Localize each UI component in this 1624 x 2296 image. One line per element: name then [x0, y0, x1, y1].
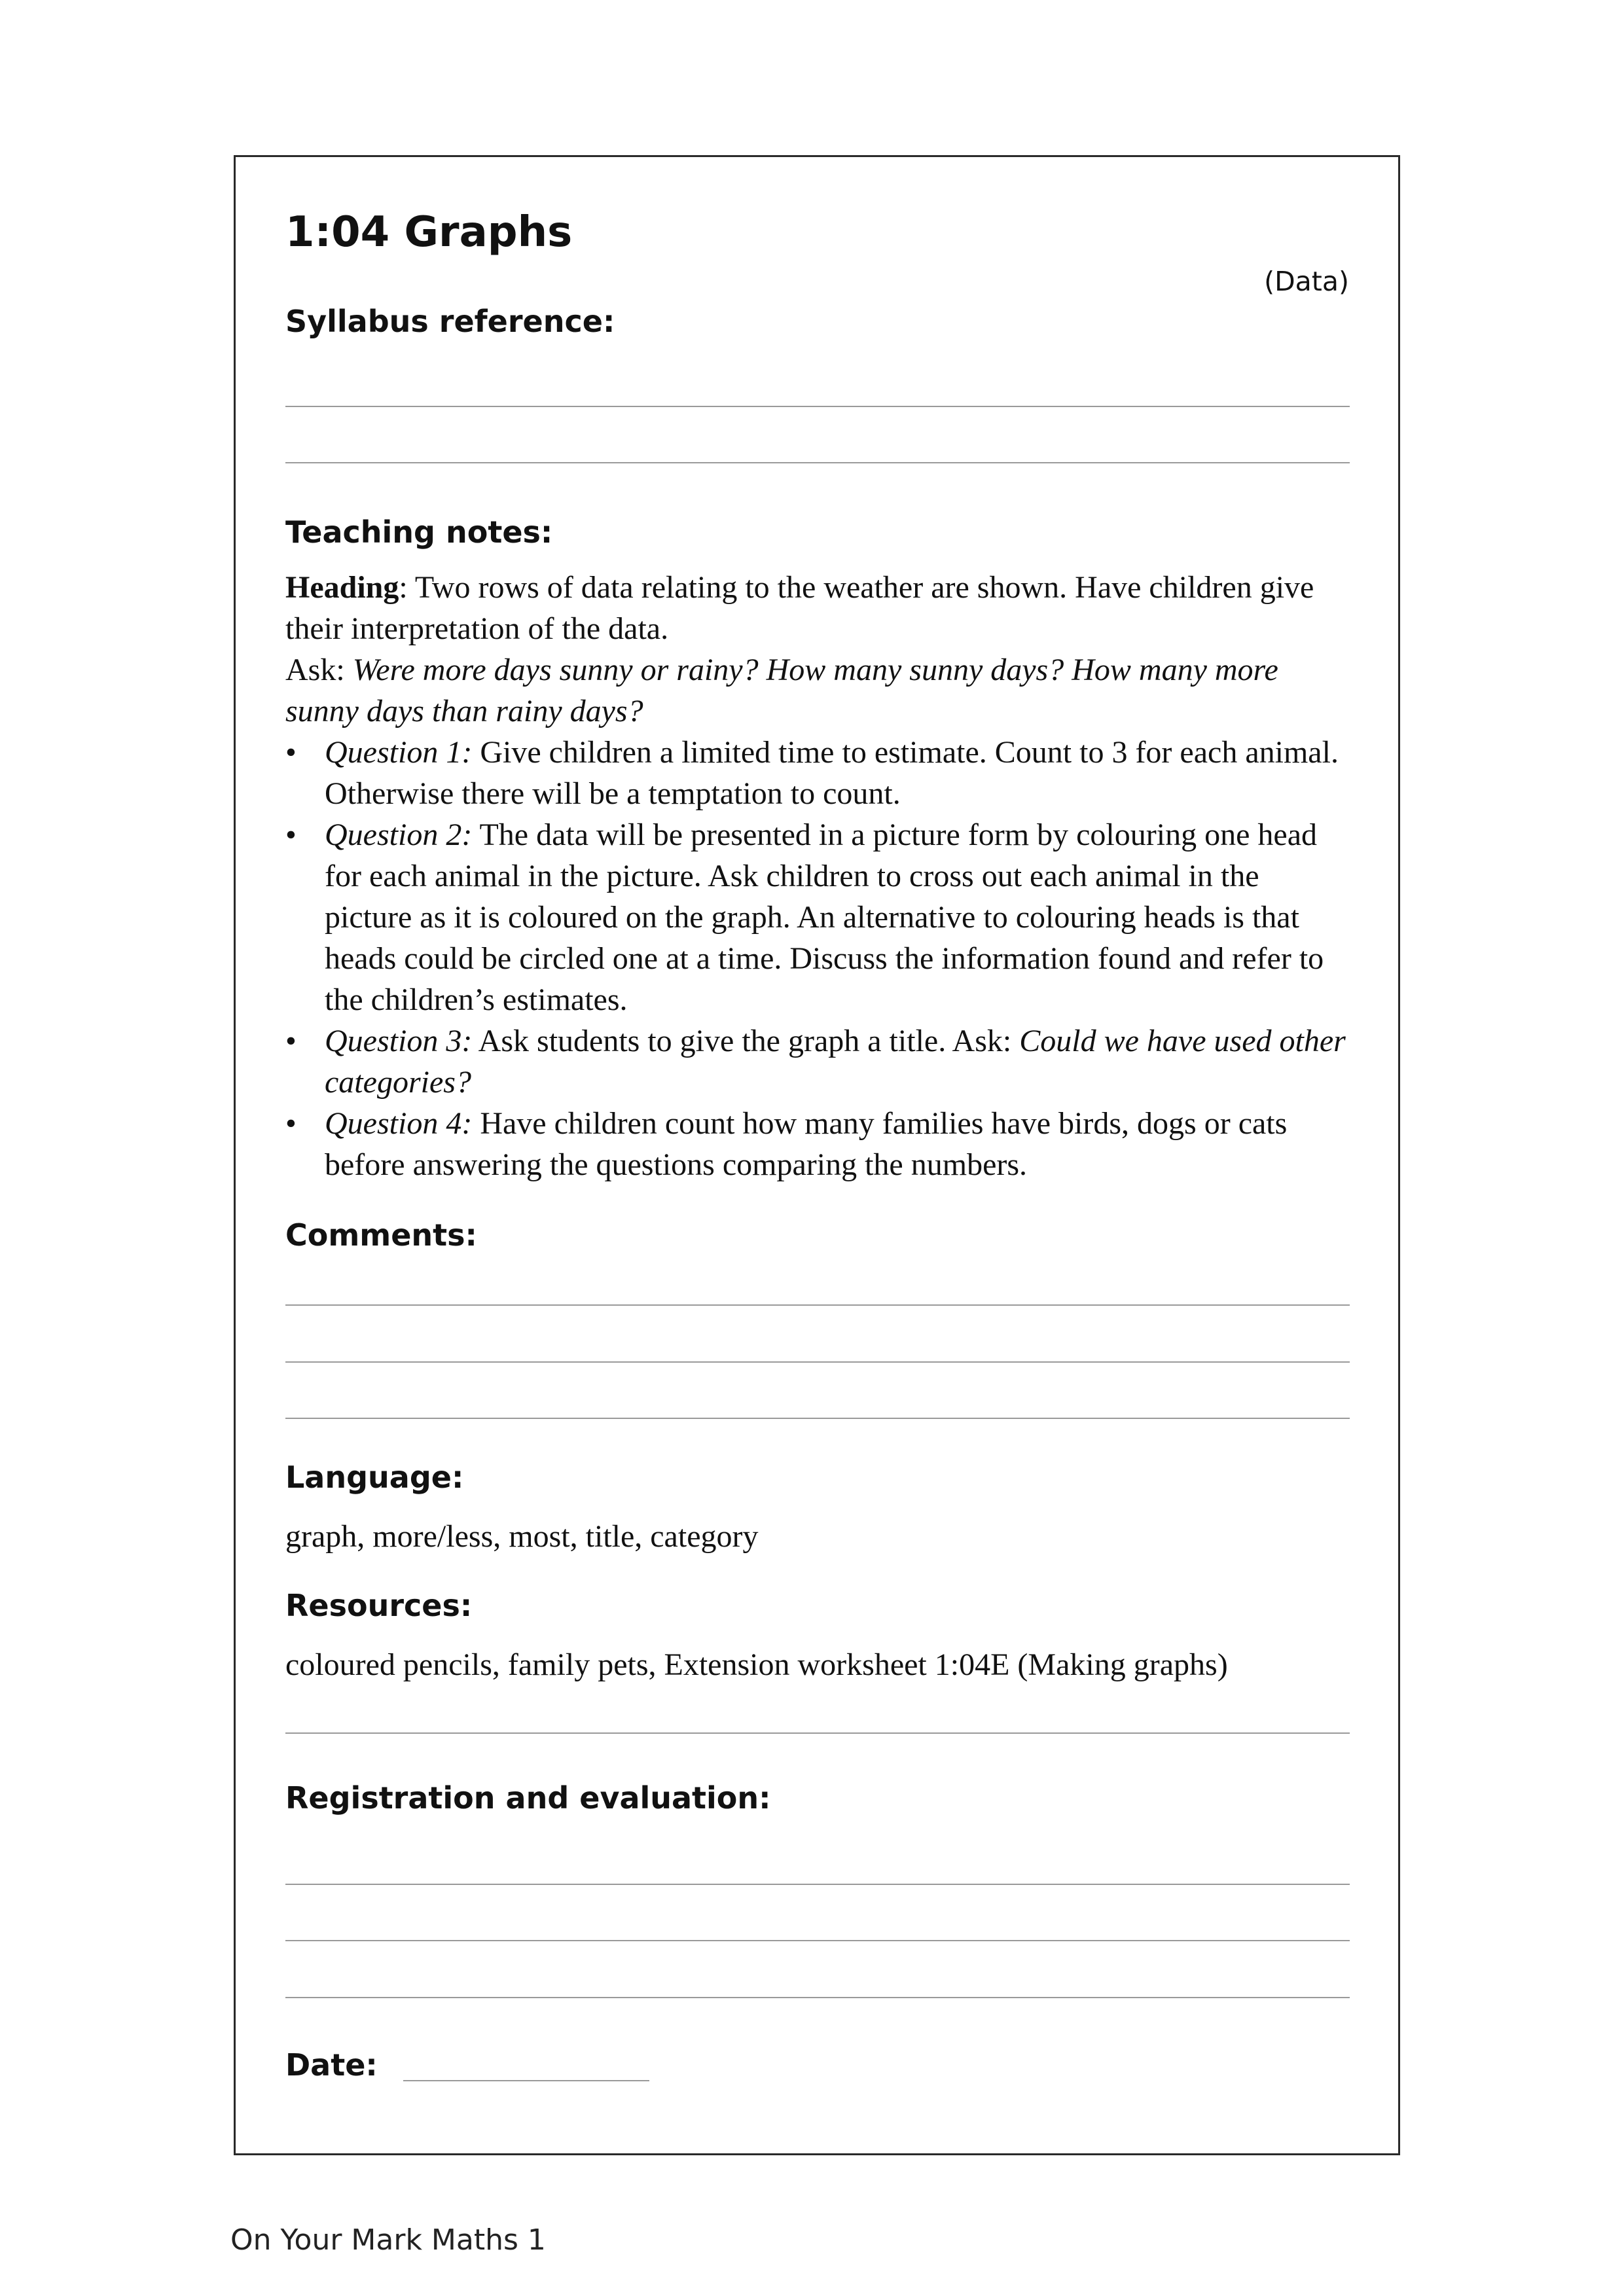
list-item — [285, 1103, 1352, 1185]
question-label: Question 4: — [325, 1106, 473, 1141]
bullet-icon: • — [285, 735, 297, 770]
resources-heading: Resources: — [285, 1588, 473, 1623]
bullet-icon: • — [285, 1106, 297, 1141]
list-item — [285, 732, 1352, 814]
footer-text: On Your Mark Maths 1 — [230, 2223, 546, 2257]
ask-note — [285, 649, 1352, 732]
question-text: The data will be presented in a picture form by colouring one head for each animal in the picture. Ask children to cross out each animal in the picture as it is coloured on the graph. An alternative to colouring heads is that heads could be circled one at a time. Discuss the information found and refer to the children’s estimates. — [325, 817, 1324, 1017]
syllabus-line-2 — [285, 462, 1350, 463]
question-text: Ask students to give the graph a title. Ask: — [472, 1024, 1020, 1058]
heading-note-text: : Two rows of data relating to the weather are shown. Have children give their interpretation of the data. — [285, 570, 1314, 646]
strand-label: (Data) — [1264, 266, 1349, 297]
ask-prefix: Ask: — [285, 653, 353, 687]
question-label: Question 2: — [325, 817, 473, 852]
date-line — [403, 2080, 649, 2081]
registration-heading: Registration and evaluation: — [285, 1780, 771, 1816]
heading-note — [285, 567, 1352, 649]
registration-line-3 — [285, 1997, 1350, 1998]
list-item — [285, 1020, 1352, 1103]
question-label: Question 3: — [325, 1024, 473, 1058]
ask-questions: Were more days sunny or rainy? How many sunny days? How many more sunny days than rainy days? — [285, 653, 1278, 728]
syllabus-line-1 — [285, 406, 1350, 407]
resources-text: coloured pencils, family pets, Extension worksheet 1:04E (Making graphs) — [285, 1647, 1228, 1682]
comments-line-1 — [285, 1304, 1350, 1306]
list-item — [285, 814, 1352, 1020]
comments-line-2 — [285, 1361, 1350, 1363]
teaching-notes-heading: Teaching notes: — [285, 514, 553, 550]
date-label: Date: — [285, 2047, 378, 2083]
question-text: Give children a limited time to estimate. Count to 3 for each animal. Otherwise there will be a temptation to count. — [325, 735, 1339, 811]
comments-line-3 — [285, 1418, 1350, 1419]
syllabus-heading: Syllabus reference: — [285, 304, 615, 339]
resources-line — [285, 1732, 1350, 1734]
teaching-notes-body — [285, 567, 1352, 1185]
question-label: Question 1: — [325, 735, 473, 770]
bullet-icon: • — [285, 1024, 297, 1058]
language-text: graph, more/less, most, title, category — [285, 1519, 759, 1554]
page-title: 1:04 Graphs — [285, 208, 573, 257]
question-list — [285, 732, 1352, 1185]
registration-line-1 — [285, 1884, 1350, 1885]
registration-line-2 — [285, 1940, 1350, 1941]
language-heading: Language: — [285, 1460, 464, 1495]
question-italic: Could we have used other categories? — [325, 1024, 1346, 1100]
comments-heading: Comments: — [285, 1217, 477, 1253]
heading-note-bold: Heading — [285, 570, 399, 605]
question-text: Have children count how many families have birds, dogs or cats before answering the questions comparing the numbers. — [325, 1106, 1288, 1182]
bullet-icon: • — [285, 817, 297, 852]
